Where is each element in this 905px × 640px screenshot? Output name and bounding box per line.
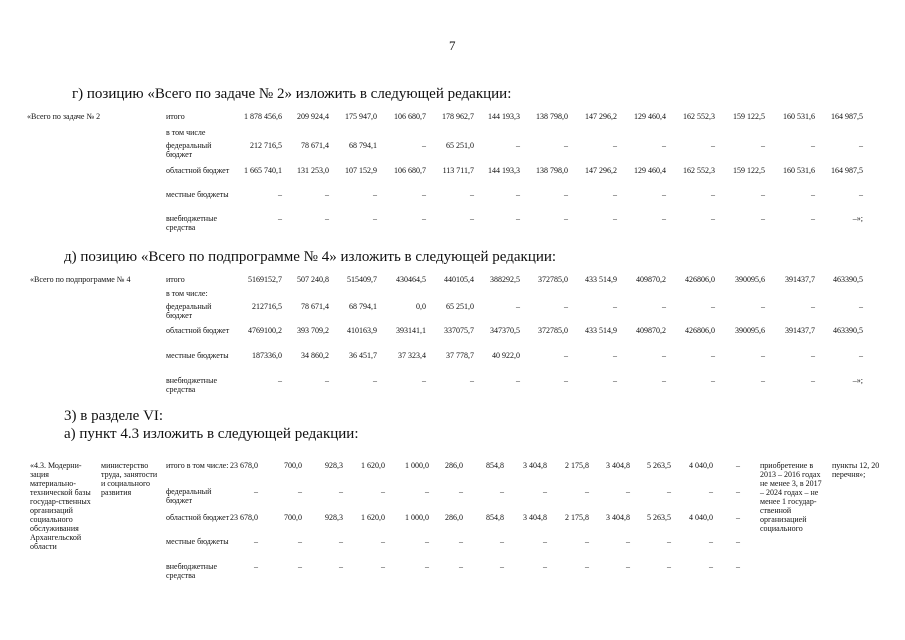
table-cell: – <box>278 376 282 385</box>
table-cell: 347370,5 <box>490 326 520 335</box>
table-cell: 928,3 <box>325 461 343 470</box>
table-cell: – <box>278 190 282 199</box>
table-cell: – <box>254 562 258 571</box>
table-cell: – <box>470 376 474 385</box>
table-cell: 36 451,7 <box>349 351 377 360</box>
row-group-name: «Всего по подпрограмме № 4 <box>30 275 131 284</box>
table-cell: – <box>736 537 740 546</box>
table-cell: – <box>761 214 765 223</box>
row-label: местные бюджеты <box>166 537 229 546</box>
table-cell: 1 620,0 <box>361 513 385 522</box>
row-label: в том числе <box>166 128 206 137</box>
table-cell: 409870,2 <box>636 275 666 284</box>
table-cell: – <box>662 141 666 150</box>
table-cell: – <box>564 302 568 311</box>
table-cell: – <box>613 190 617 199</box>
result-text: приобретение в 2013 – 2016 годах не менее 3, в 2017 – 2024 годах – не менее 1 государ-ственной организацией социального <box>760 461 822 533</box>
table-cell: 4 040,0 <box>689 461 713 470</box>
table-cell: – <box>459 562 463 571</box>
table-cell: – <box>564 214 568 223</box>
row-label: местные бюджеты <box>166 190 229 199</box>
heading-a: а) пункт 4.3 изложить в следующей редакции: <box>64 426 359 442</box>
table-cell: 409870,2 <box>636 326 666 335</box>
row-label: областной бюджет <box>166 513 230 522</box>
table-cell: – <box>626 537 630 546</box>
table-cell: 410163,9 <box>347 326 377 335</box>
table-cell: 37 778,7 <box>446 351 474 360</box>
table-cell: 1 878 456,6 <box>244 112 282 121</box>
table-cell: 515409,7 <box>347 275 377 284</box>
table-cell: 928,3 <box>325 513 343 522</box>
table-cell: 433 514,9 <box>585 275 617 284</box>
table-cell: – <box>662 214 666 223</box>
table-cell: 164 987,5 <box>831 112 863 121</box>
table-cell: 23 678,0 <box>230 461 258 470</box>
table-cell: 0,0 <box>416 302 426 311</box>
table-cell: 393141,1 <box>396 326 426 335</box>
table-cell: – <box>516 214 520 223</box>
measure-name: «4.3. Модерни-зация материально-технической базы государ-ственных организаций социального обслуживания Архангельской области <box>30 461 91 551</box>
table-cell: – <box>711 351 715 360</box>
table-cell: – <box>761 302 765 311</box>
table-cell: – <box>459 537 463 546</box>
table-cell: – <box>811 376 815 385</box>
table-cell: – <box>516 141 520 150</box>
table-cell: 113 711,7 <box>442 166 474 175</box>
table-cell: – <box>711 141 715 150</box>
table-cell: 68 794,1 <box>349 302 377 311</box>
table-cell: 5 263,5 <box>647 513 671 522</box>
row-group-name: «Всего по задаче № 2 <box>27 112 101 121</box>
table-cell: – <box>662 351 666 360</box>
table-cell: 159 122,5 <box>733 112 765 121</box>
table-cell: 433 514,9 <box>585 326 617 335</box>
table-cell: 4 040,0 <box>689 513 713 522</box>
table-cell: – <box>298 487 302 496</box>
table-cell: – <box>711 302 715 311</box>
table-cell: 68 794,1 <box>349 141 377 150</box>
row-label: внебюджетные средства <box>166 214 217 232</box>
table-cell: 162 552,3 <box>683 112 715 121</box>
table-cell: 144 193,3 <box>488 166 520 175</box>
row-label: итого в том числе: <box>166 461 229 470</box>
table-cell: 5 263,5 <box>647 461 671 470</box>
row-label: в том числе: <box>166 289 208 298</box>
table-cell: 129 460,4 <box>634 166 666 175</box>
table-cell: 426806,0 <box>685 275 715 284</box>
table-cell: – <box>381 537 385 546</box>
row-label: федеральный бюджет <box>166 141 212 159</box>
table-cell: – <box>339 487 343 496</box>
table-cell: – <box>667 537 671 546</box>
row-label: итого <box>166 275 185 284</box>
table-cell: – <box>516 190 520 199</box>
table-cell: 3 404,8 <box>523 461 547 470</box>
table-cell: – <box>425 487 429 496</box>
points-ref: пункты 12, 20 перечня»; <box>832 461 880 479</box>
table-cell: 391437,7 <box>785 275 815 284</box>
row-label: федеральный бюджет <box>166 302 212 320</box>
table-cell: –»; <box>852 214 863 223</box>
table-cell: 440105,4 <box>444 275 474 284</box>
executor: министерство труда, занятости и социального развития <box>101 461 158 497</box>
table-cell: 372785,0 <box>538 326 568 335</box>
table-cell: 147 296,2 <box>585 112 617 121</box>
table-cell: – <box>373 214 377 223</box>
table-cell: – <box>516 376 520 385</box>
table-cell: – <box>667 487 671 496</box>
table-cell: 2 175,8 <box>565 513 589 522</box>
table-cell: 507 240,8 <box>297 275 329 284</box>
table-cell: 138 798,0 <box>536 166 568 175</box>
table-cell: – <box>500 487 504 496</box>
table-cell: – <box>626 487 630 496</box>
table-cell: – <box>709 537 713 546</box>
table-cell: 131 253,0 <box>297 166 329 175</box>
table-cell: – <box>711 214 715 223</box>
table-cell: 1 665 740,1 <box>244 166 282 175</box>
table-cell: 40 922,0 <box>492 351 520 360</box>
table-cell: 854,8 <box>486 513 504 522</box>
table-cell: – <box>761 376 765 385</box>
table-cell: 23 678,0 <box>230 513 258 522</box>
table-cell: – <box>613 302 617 311</box>
table-cell: – <box>613 214 617 223</box>
table-cell: – <box>325 376 329 385</box>
table-cell: – <box>859 351 863 360</box>
table-cell: 107 152,9 <box>345 166 377 175</box>
table-cell: – <box>278 214 282 223</box>
table-cell: –»; <box>852 376 863 385</box>
table-cell: 37 323,4 <box>398 351 426 360</box>
table-cell: – <box>709 487 713 496</box>
table-cell: 78 671,4 <box>301 302 329 311</box>
table-cell: – <box>761 190 765 199</box>
table-cell: – <box>470 214 474 223</box>
row-label: федеральный бюджет <box>166 487 212 505</box>
table-cell: – <box>811 351 815 360</box>
table-cell: – <box>543 562 547 571</box>
table-cell: – <box>422 141 426 150</box>
table-cell: – <box>339 537 343 546</box>
table-cell: 393 709,2 <box>297 326 329 335</box>
table-cell: 209 924,4 <box>297 112 329 121</box>
table-cell: – <box>613 376 617 385</box>
table-cell: – <box>325 214 329 223</box>
table-cell: – <box>459 487 463 496</box>
table-cell: – <box>425 562 429 571</box>
table-cell: 144 193,3 <box>488 112 520 121</box>
table-cell: – <box>381 487 385 496</box>
table-cell: – <box>711 376 715 385</box>
table-cell: – <box>543 537 547 546</box>
table-cell: – <box>585 562 589 571</box>
table-cell: – <box>859 302 863 311</box>
row-label: местные бюджеты <box>166 351 229 360</box>
table-cell: 160 531,6 <box>783 112 815 121</box>
table-cell: 854,8 <box>486 461 504 470</box>
table-cell: 1 620,0 <box>361 461 385 470</box>
table-cell: 391437,7 <box>785 326 815 335</box>
table-cell: – <box>516 302 520 311</box>
table-cell: – <box>662 190 666 199</box>
table-cell: – <box>736 487 740 496</box>
table-cell: 1 000,0 <box>405 513 429 522</box>
table-cell: 5169152,7 <box>248 275 282 284</box>
table-cell: – <box>381 562 385 571</box>
heading-g: г) позицию «Всего по задаче № 2» изложить в следующей редакции: <box>72 86 512 102</box>
table-cell: – <box>811 214 815 223</box>
table-cell: – <box>564 141 568 150</box>
table-cell: 129 460,4 <box>634 112 666 121</box>
table-cell: 65 251,0 <box>446 302 474 311</box>
table-cell: 138 798,0 <box>536 112 568 121</box>
table-cell: – <box>736 513 740 522</box>
table-cell: – <box>811 190 815 199</box>
table-cell: – <box>613 351 617 360</box>
table-cell: – <box>711 190 715 199</box>
table-cell: – <box>564 351 568 360</box>
table-cell: 65 251,0 <box>446 141 474 150</box>
table-cell: 463390,5 <box>833 326 863 335</box>
table-cell: – <box>564 190 568 199</box>
table-cell: – <box>736 562 740 571</box>
table-cell: – <box>736 461 740 470</box>
table-cell: – <box>859 190 863 199</box>
table-cell: – <box>811 302 815 311</box>
heading-d: д) позицию «Всего по подпрограмме № 4» изложить в следующей редакции: <box>64 249 557 265</box>
table-cell: – <box>859 141 863 150</box>
heading-3: 3) в разделе VI: <box>64 408 164 424</box>
table-cell: 3 404,8 <box>606 461 630 470</box>
table-cell: 388292,5 <box>490 275 520 284</box>
table-cell: 147 296,2 <box>585 166 617 175</box>
table-cell: 426806,0 <box>685 326 715 335</box>
table-cell: – <box>585 487 589 496</box>
table-cell: – <box>761 351 765 360</box>
table-cell: – <box>254 487 258 496</box>
table-cell: 159 122,5 <box>733 166 765 175</box>
table-cell: 4769100,2 <box>248 326 282 335</box>
table-cell: – <box>373 376 377 385</box>
table-cell: – <box>254 537 258 546</box>
table-cell: 175 947,0 <box>345 112 377 121</box>
table-cell: 187336,0 <box>252 351 282 360</box>
page-number: 7 <box>449 38 456 53</box>
table-cell: 106 680,7 <box>394 166 426 175</box>
table-cell: – <box>470 190 474 199</box>
table-cell: 463390,5 <box>833 275 863 284</box>
table-cell: 178 962,7 <box>442 112 474 121</box>
table-cell: – <box>373 190 377 199</box>
table-cell: – <box>709 562 713 571</box>
table-cell: 212 716,5 <box>250 141 282 150</box>
table-cell: 286,0 <box>445 513 463 522</box>
table-cell: 430464,5 <box>396 275 426 284</box>
table-cell: – <box>662 302 666 311</box>
table-cell: 3 404,8 <box>523 513 547 522</box>
table-cell: 34 860,2 <box>301 351 329 360</box>
row-label: внебюджетные средства <box>166 562 217 580</box>
table-cell: 164 987,5 <box>831 166 863 175</box>
table-cell: 286,0 <box>445 461 463 470</box>
row-label: итого <box>166 112 185 121</box>
table-cell: 3 404,8 <box>606 513 630 522</box>
table-cell: – <box>585 537 589 546</box>
table-cell: – <box>422 190 426 199</box>
table-cell: – <box>425 537 429 546</box>
table-cell: – <box>422 214 426 223</box>
table-cell: – <box>298 562 302 571</box>
table-cell: 162 552,3 <box>683 166 715 175</box>
row-label: областной бюджет <box>166 326 230 335</box>
table-cell: 78 671,4 <box>301 141 329 150</box>
table-cell: 372785,0 <box>538 275 568 284</box>
table-cell: – <box>422 376 426 385</box>
table-cell: – <box>325 190 329 199</box>
table-cell: – <box>500 562 504 571</box>
table-cell: – <box>626 562 630 571</box>
row-label: областной бюджет <box>166 166 230 175</box>
table-cell: 2 175,8 <box>565 461 589 470</box>
table-cell: – <box>500 537 504 546</box>
table-cell: 700,0 <box>284 513 302 522</box>
table-cell: 390095,6 <box>735 275 765 284</box>
table-cell: – <box>564 376 568 385</box>
table-cell: – <box>339 562 343 571</box>
table-cell: – <box>662 376 666 385</box>
table-cell: – <box>811 141 815 150</box>
table-cell: – <box>543 487 547 496</box>
row-label: внебюджетные средства <box>166 376 217 394</box>
table-cell: 700,0 <box>284 461 302 470</box>
table-cell: 1 000,0 <box>405 461 429 470</box>
table-cell: – <box>667 562 671 571</box>
table-cell: 106 680,7 <box>394 112 426 121</box>
table-cell: 337075,7 <box>444 326 474 335</box>
table-cell: – <box>761 141 765 150</box>
table-cell: 212716,5 <box>252 302 282 311</box>
table-cell: – <box>298 537 302 546</box>
table-cell: – <box>613 141 617 150</box>
table-cell: 390095,6 <box>735 326 765 335</box>
table-cell: 160 531,6 <box>783 166 815 175</box>
